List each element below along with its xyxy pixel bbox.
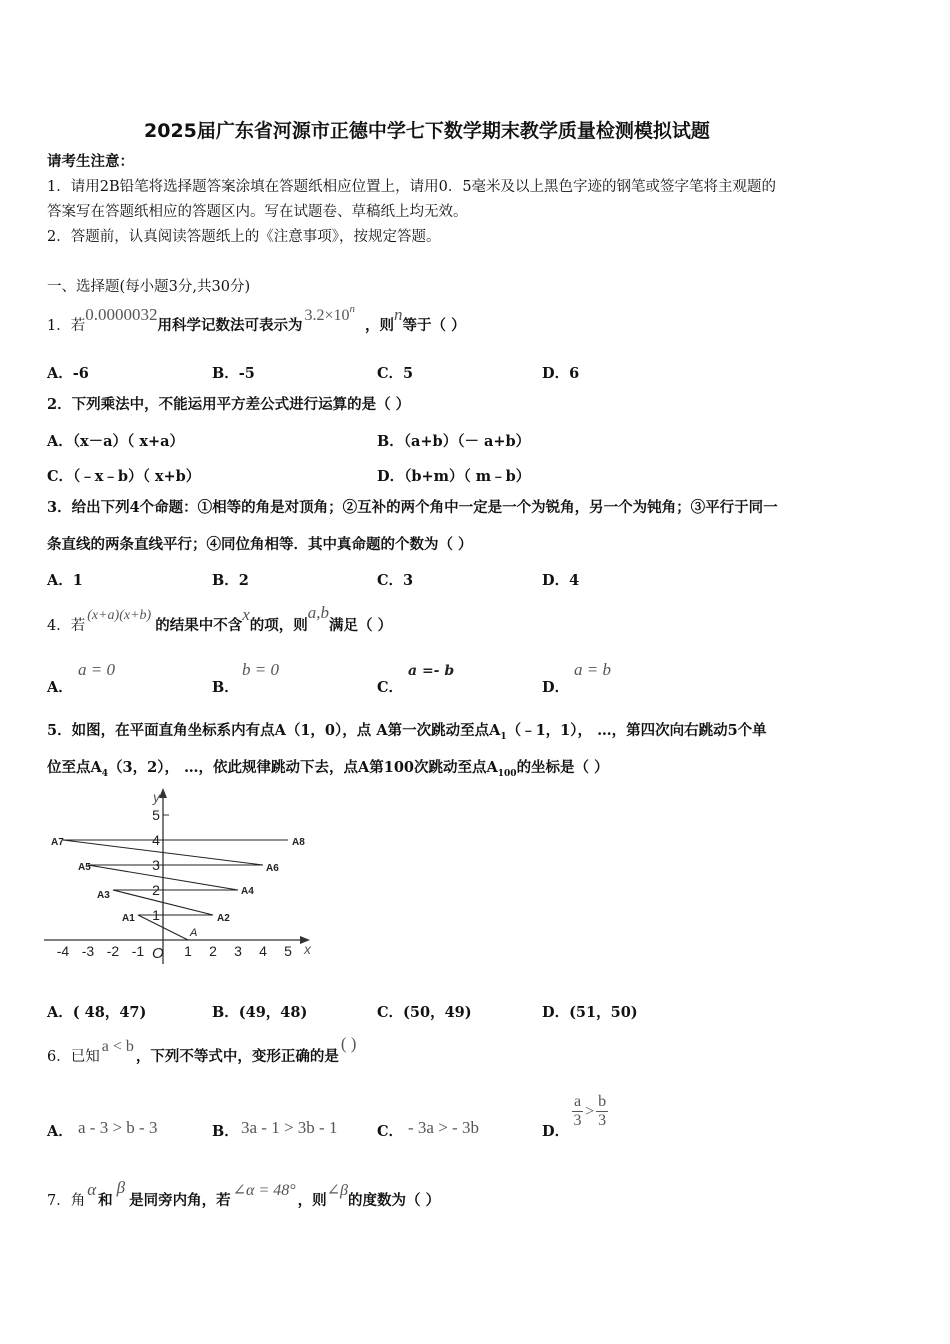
x-tick-label-neg1: -1 [131, 943, 145, 959]
q1-num: 1．若 [47, 318, 86, 334]
x-tick-label-3: 3 [234, 943, 242, 959]
q1-text-2: ，则 [365, 317, 395, 334]
q5-option-a[interactable]: A．( 48，47) [47, 1004, 147, 1021]
x-axis-label: x [304, 941, 311, 957]
notice-line-1b: 答案写在答题纸相应的答题区内。写在试题卷、草稿纸上均无效。 [47, 204, 468, 220]
q3-option-a[interactable]: A．1 [47, 572, 83, 589]
q6-frac-b [596, 1093, 608, 1130]
q6-frac-a-den: 3 [573, 1112, 582, 1129]
q4-option-c-label[interactable]: C． [377, 679, 404, 696]
q4-option-d-math: a = b [574, 660, 611, 679]
q7-text-2: 是同旁内角，若 [129, 1192, 231, 1209]
q4-option-a-math: a = 0 [78, 660, 115, 679]
q6-paren: ( ) [340, 1034, 357, 1053]
q4-math-1: (x+a)(x+b) [87, 608, 152, 623]
q7-math-angle-alpha: ∠α = 48° [232, 1182, 296, 1199]
q6-text-1: ，下列不等式中，变形正确的是 [135, 1048, 339, 1065]
point-label-a7: A7 [51, 837, 64, 848]
y-tick-label-3: 3 [152, 857, 160, 873]
origin-label: O [152, 945, 164, 962]
q5-stem-line-1 [47, 722, 767, 746]
point-label-a4: A4 [241, 886, 254, 897]
q7-text-1: 和 [98, 1192, 113, 1209]
q4-option-b-label[interactable]: B． [212, 679, 239, 696]
q1-math-3: n [394, 305, 403, 324]
page-title: 2025届广东省河源市正德中学七下数学期末教学质量检测模拟试题 [144, 120, 710, 142]
q3-stem-line-2: 条直线的两条直线平行；④同位角相等．其中真命题的个数为（ ） [47, 536, 473, 553]
q5-line1-b: （﹣1，1）， …，第四次向右跳动5个单 [506, 722, 767, 739]
q6-frac-a [572, 1093, 583, 1130]
q7-text-3: ，则 [297, 1192, 327, 1209]
q5-line1-a: 5．如图，在平面直角坐标系内有点A（1，0），点 A第一次跳动至点A [47, 722, 501, 739]
y-axis-arrow [159, 788, 167, 798]
q7-text-4: 的度数为（ ） [348, 1192, 441, 1209]
q6-stem [47, 1034, 357, 1066]
q6-frac-a-num: a [574, 1093, 582, 1110]
q2-option-a[interactable]: A．（x－a）（ x+a） [47, 433, 185, 450]
y-axis-label: y [153, 789, 160, 805]
q6-math-1: a < b [101, 1038, 134, 1055]
q4-option-a-label[interactable]: A． [47, 679, 73, 696]
notice-line-2: 2．答题前，认真阅读答题纸上的《注意事项》，按规定答题。 [47, 229, 441, 245]
q1-text-1: 用科学记数法可表示为 [157, 317, 303, 334]
q6-option-c-math: - 3a > - 3b [408, 1118, 479, 1137]
q3-option-c[interactable]: C．3 [377, 572, 414, 589]
q5-coordinate-figure [42, 786, 322, 968]
y-tick-label-1: 1 [152, 907, 160, 923]
q7-math-angle-beta: ∠β [326, 1182, 349, 1199]
point-label-a1: A1 [122, 913, 135, 924]
q4-num: 4．若 [47, 618, 86, 634]
q6-num: 6．已知 [47, 1049, 100, 1065]
x-tick-label-4: 4 [259, 943, 267, 959]
q1-math-1: 0.0000032 [85, 305, 158, 324]
y-tick-label-2: 2 [152, 882, 160, 898]
q1-math-2-sup: n [349, 303, 356, 315]
q6-frac-b-den: 3 [598, 1112, 607, 1129]
q4-option-b-math: b = 0 [242, 660, 279, 679]
q1-text-3: 等于（ ） [402, 317, 466, 334]
notice-line-1: 1．请用2B铅笔将选择题答案涂填在答题纸相应位置上，请用0．5毫米及以上黑色字迹的钢笔或签字笔将主观题的 [47, 179, 777, 195]
q5-line1-sub: 1 [500, 731, 507, 742]
q4-stem [47, 603, 393, 636]
q5-stem-line-2 [47, 759, 609, 783]
q6-option-b-math: 3a - 1 > 3b - 1 [241, 1118, 338, 1137]
q4-math-3: a,b [307, 603, 330, 622]
q3-stem-line-1: 3．给出下列4个命题：①相等的角是对顶角；②互补的两个角中一定是一个为锐角，另一个为钝角；③平行于同一 [47, 499, 778, 516]
point-label-a2: A2 [217, 913, 230, 924]
q1-option-d[interactable]: D．6 [542, 365, 580, 382]
q4-math-2: x [242, 605, 250, 624]
q4-text-2: 的项，则 [249, 617, 308, 634]
q4-text-3: 满足（ ） [329, 617, 393, 634]
q6-frac-b-num: b [598, 1093, 607, 1110]
q5-line2-sub2: 100 [497, 768, 517, 779]
q5-line2-sub: 4 [101, 768, 109, 779]
q7-math-alpha: α [87, 1180, 97, 1199]
q5-option-d[interactable]: D．(51，50) [542, 1004, 638, 1021]
q6-option-a-math: a - 3 > b - 3 [78, 1118, 158, 1137]
point-label-a3: A3 [97, 890, 110, 901]
q2-option-b[interactable]: B．（a+b）（－ a+b） [377, 433, 531, 450]
q1-math-2: 3.2×10 [304, 307, 350, 324]
x-tick-label-1: 1 [184, 943, 192, 959]
q2-option-d[interactable]: D．（b+m）（ m﹣b） [377, 468, 531, 485]
q1-option-b[interactable]: B．-5 [212, 365, 255, 382]
x-tick-label-neg3: -3 [81, 943, 95, 959]
point-label-a: A [190, 927, 198, 939]
q7-math-beta: β [116, 1178, 126, 1197]
q5-option-c[interactable]: C．(50，49) [377, 1004, 472, 1021]
q1-option-a[interactable]: A．-6 [47, 365, 89, 382]
x-tick-label-2: 2 [209, 943, 217, 959]
q7-stem [47, 1178, 441, 1210]
q5-line2-a: 位至点A [47, 759, 102, 776]
q6-option-d-math [572, 1093, 608, 1130]
q1-option-c[interactable]: C．5 [377, 365, 414, 382]
q2-stem: 2．下列乘法中，不能运用平方差公式进行运算的是（ ） [47, 396, 411, 413]
q2-option-c[interactable]: C．（﹣x﹣b）（ x+b） [47, 468, 201, 485]
y-tick-label-5: 5 [152, 807, 160, 823]
x-tick-label-5: 5 [284, 943, 292, 959]
q6-option-b-label[interactable]: B． [212, 1123, 239, 1140]
q3-option-d[interactable]: D．4 [542, 572, 580, 589]
q6-option-a-label[interactable]: A． [47, 1123, 73, 1140]
section-heading: 一、选择题(每小题3分,共30分) [47, 279, 251, 295]
q4-option-c-math: a =- b [408, 663, 455, 679]
q6-option-c-label[interactable]: C． [377, 1123, 404, 1140]
q5-line2-b: （3，2）， …，依此规律跳动下去，点A第100次跳动至点A [108, 759, 498, 776]
q5-option-b[interactable]: B．(49，48) [212, 1004, 308, 1021]
q3-option-b[interactable]: B．2 [212, 572, 249, 589]
x-tick-label-neg4: -4 [56, 943, 70, 959]
q7-num: 7．角 [47, 1193, 86, 1209]
x-tick-label-neg2: -2 [106, 943, 120, 959]
q6-option-d-label[interactable]: D． [542, 1123, 570, 1140]
q4-option-d-label[interactable]: D． [542, 679, 570, 696]
point-label-a8: A8 [292, 837, 305, 848]
notice-head: 请考生注意： [47, 153, 134, 170]
point-label-a6: A6 [266, 863, 279, 874]
q5-line2-c: 的坐标是（ ） [516, 759, 609, 776]
point-label-a5: A5 [78, 862, 91, 873]
q6-frac-gt: > [585, 1102, 595, 1120]
y-tick-label-4: 4 [152, 832, 160, 848]
q4-text-1: 的结果中不含 [155, 617, 243, 634]
